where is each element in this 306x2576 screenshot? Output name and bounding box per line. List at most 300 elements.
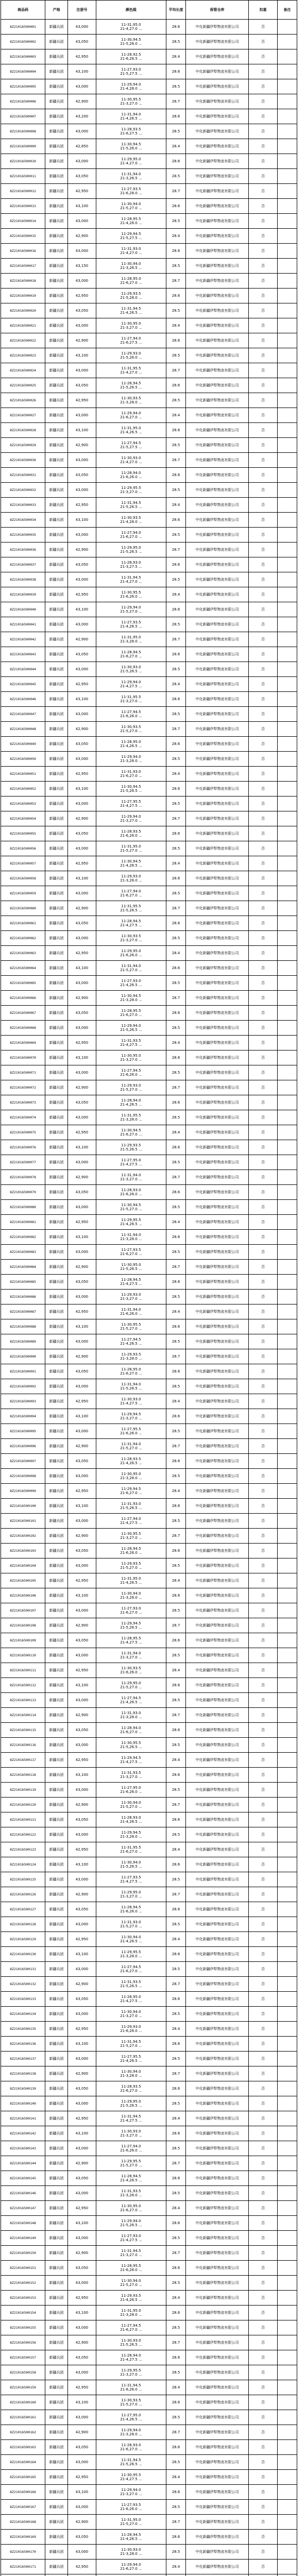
table-cell: 8Z21016500111 xyxy=(1,1663,45,1678)
table-cell xyxy=(278,1021,297,1036)
table-cell: 42,900 xyxy=(68,2066,96,2081)
table-cell: 43,100 xyxy=(68,199,96,214)
table-cell xyxy=(278,289,297,303)
table-cell xyxy=(278,1678,297,1693)
table-cell: 中化新疆伊犁物流有限公司 xyxy=(186,1678,249,1693)
table-cell: 11-31,94.5 21-5,26.5 ... xyxy=(96,2455,166,2470)
table-cell: 中化新疆伊犁物流有限公司 xyxy=(186,767,249,782)
table-row xyxy=(1,393,297,408)
table-cell: 否 xyxy=(249,1215,278,1230)
table-cell: 否 xyxy=(249,2545,278,2560)
table-cell: 中化新疆伊犁物流有限公司 xyxy=(186,2365,249,2380)
table-row xyxy=(1,2500,297,2515)
table-cell xyxy=(278,1349,297,1364)
table-cell xyxy=(278,378,297,393)
table-cell: 28.6 xyxy=(166,871,186,886)
table-cell: 8Z21016500078 xyxy=(1,1170,45,1185)
table-row xyxy=(1,1588,297,1603)
table-cell: 中化新疆伊犁物流有限公司 xyxy=(186,1170,249,1185)
table-cell: 新疆兵团 xyxy=(45,124,68,139)
table-cell: 11-27,94.5 21-4,26.5 ... xyxy=(96,1334,166,1349)
table-cell: 42,900 xyxy=(68,543,96,557)
table-cell: 43,100 xyxy=(68,423,96,438)
table-cell: 42,900 xyxy=(68,1439,96,1454)
table-cell: 43,000 xyxy=(68,1245,96,1260)
table-cell: 43,200 xyxy=(68,109,96,124)
table-row xyxy=(1,483,297,498)
table-cell: 否 xyxy=(249,2111,278,2126)
table-cell xyxy=(278,1902,297,1917)
table-cell: 中化新疆伊犁物流有限公司 xyxy=(186,109,249,124)
table-cell: 42,950 xyxy=(68,2201,96,2216)
table-cell: 8Z21016500057 xyxy=(1,856,45,871)
table-row xyxy=(1,1544,297,1558)
table-cell: 否 xyxy=(249,1932,278,1947)
table-cell: 中化新疆伊犁物流有限公司 xyxy=(186,1021,249,1036)
table-cell: 否 xyxy=(249,572,278,587)
table-cell xyxy=(278,2276,297,2291)
table-cell: 11-30,95.5 21-3,27.0 ... xyxy=(96,1529,166,1544)
table-cell: 28.6 xyxy=(166,378,186,393)
table-cell: 11-27,93.0 21-5,27.5 ... xyxy=(96,64,166,79)
table-cell: 否 xyxy=(249,2081,278,2096)
table-row xyxy=(1,737,297,752)
table-cell: 28.7 xyxy=(166,2515,186,2530)
table-cell: 28.5 xyxy=(166,2141,186,2156)
table-cell: 否 xyxy=(249,1304,278,1319)
table-cell: 否 xyxy=(249,2037,278,2052)
table-row xyxy=(1,1036,297,1050)
table-cell: 43,000 xyxy=(68,1469,96,1484)
table-cell: 否 xyxy=(249,931,278,946)
table-cell: 否 xyxy=(249,244,278,259)
table-cell: 中化新疆伊犁物流有限公司 xyxy=(186,587,249,602)
table-cell: 新疆兵团 xyxy=(45,856,68,871)
header-cell: 扣重 xyxy=(249,1,278,20)
table-cell: 否 xyxy=(249,2246,278,2261)
table-cell: 28.6 xyxy=(166,1140,186,1155)
table-cell: 中化新疆伊犁物流有限公司 xyxy=(186,423,249,438)
table-cell: 否 xyxy=(249,811,278,826)
table-cell: 28.5 xyxy=(166,1379,186,1394)
table-cell: 8Z21016500058 xyxy=(1,871,45,886)
table-cell: 8Z21016500171 xyxy=(1,2560,45,2574)
table-cell: 中化新疆伊犁物流有限公司 xyxy=(186,1140,249,1155)
table-cell: 43,000 xyxy=(68,2545,96,2560)
table-cell: 新疆兵团 xyxy=(45,1349,68,1364)
table-row xyxy=(1,1902,297,1917)
table-cell: 11-28,94.0 21-4,26.5 ... xyxy=(96,1095,166,1110)
table-cell: 28.4 xyxy=(166,1663,186,1678)
table-cell: 新疆兵团 xyxy=(45,991,68,1006)
table-cell: 43,000 xyxy=(68,2500,96,2515)
table-cell: 新疆兵团 xyxy=(45,438,68,453)
table-cell: 43,000 xyxy=(68,2052,96,2066)
table-cell: 否 xyxy=(249,826,278,841)
table-cell: 中化新疆伊犁物流有限公司 xyxy=(186,1962,249,1977)
table-cell: 28.5 xyxy=(166,1424,186,1439)
table-cell: 中化新疆伊犁物流有限公司 xyxy=(186,363,249,378)
table-cell: 28.4 xyxy=(166,2560,186,2574)
table-cell: 43,050 xyxy=(68,2081,96,2096)
table-cell: 28.6 xyxy=(166,1678,186,1693)
table-cell xyxy=(278,2574,297,2576)
table-row xyxy=(1,1140,297,1155)
table-cell: 否 xyxy=(249,856,278,871)
table-cell: 11-30,94.0 21-5,27.0 ... xyxy=(96,1798,166,1812)
table-row xyxy=(1,1080,297,1095)
table-cell: 新疆兵团 xyxy=(45,752,68,767)
table-cell: 新疆兵团 xyxy=(45,707,68,722)
table-cell: 否 xyxy=(249,438,278,453)
table-cell: 43,100 xyxy=(68,1857,96,1872)
table-cell: 否 xyxy=(249,1170,278,1185)
table-cell xyxy=(278,438,297,453)
table-cell: 28.6 xyxy=(166,468,186,483)
table-cell: 否 xyxy=(249,1065,278,1080)
table-cell xyxy=(278,1095,297,1110)
table-cell: 8Z21016500035 xyxy=(1,528,45,543)
table-cell: 8Z21016500020 xyxy=(1,303,45,318)
table-cell: 8Z21016500075 xyxy=(1,1125,45,1140)
table-cell: 28.6 xyxy=(166,826,186,841)
table-cell xyxy=(278,333,297,348)
table-row xyxy=(1,1230,297,1245)
table-cell: 中化新疆伊犁物流有限公司 xyxy=(186,2126,249,2141)
table-cell: 28.5 xyxy=(166,1290,186,1304)
table-cell: 8Z21016500154 xyxy=(1,2306,45,2320)
table-cell: 28.6 xyxy=(166,2395,186,2410)
table-cell: 28.4 xyxy=(166,229,186,244)
table-row xyxy=(1,2081,297,2096)
table-cell: 新疆兵团 xyxy=(45,1409,68,1424)
table-cell xyxy=(278,1887,297,1902)
table-cell: 42,950 xyxy=(68,767,96,782)
table-cell: 新疆兵团 xyxy=(45,1334,68,1349)
table-cell: 新疆兵团 xyxy=(45,2545,68,2560)
table-cell: 11-30,94.5 21-5,26.5 ... xyxy=(96,782,166,796)
table-cell: 42,900 xyxy=(68,2425,96,2440)
table-cell: 11-31,95.0 21-5,27.0 ... xyxy=(96,841,166,856)
table-cell: 否 xyxy=(249,1245,278,1260)
table-cell xyxy=(278,1827,297,1842)
table-row xyxy=(1,2246,297,2261)
table-cell: 中化新疆伊犁物流有限公司 xyxy=(186,303,249,318)
table-cell: 28.5 xyxy=(166,976,186,991)
table-row xyxy=(1,1857,297,1872)
table-cell: 28.7 xyxy=(166,1529,186,1544)
table-row xyxy=(1,1409,297,1424)
table-cell: 11-31,93.5 21-3,28.0 ... xyxy=(96,2186,166,2201)
table-cell: 否 xyxy=(249,2560,278,2574)
table-cell: 43,100 xyxy=(68,2126,96,2141)
table-cell: 中化新疆伊犁物流有限公司 xyxy=(186,2320,249,2335)
table-cell: 28.5 xyxy=(166,707,186,722)
table-row xyxy=(1,2156,297,2171)
table-cell: 28.5 xyxy=(166,1872,186,1887)
table-row xyxy=(1,1499,297,1514)
table-row xyxy=(1,1738,297,1753)
table-cell: 11-31,95.0 21-4,26.5 ... xyxy=(96,1573,166,1588)
table-cell: 11-31,94.0 21-5,27.0 ... xyxy=(96,1439,166,1454)
table-cell: 新疆兵团 xyxy=(45,1454,68,1469)
table-cell: 42,900 xyxy=(68,1618,96,1633)
table-row xyxy=(1,811,297,826)
table-cell: 中化新疆伊犁物流有限公司 xyxy=(186,1663,249,1678)
table-cell: 42,900 xyxy=(68,2335,96,2350)
table-cell: 28.6 xyxy=(166,1185,186,1200)
table-row xyxy=(1,1379,297,1394)
table-cell: 新疆兵团 xyxy=(45,1080,68,1095)
table-cell: 28.7 xyxy=(166,94,186,109)
table-cell: 11-30,94.0 21-3,28.0 ... xyxy=(96,1588,166,1603)
table-cell: 新疆兵团 xyxy=(45,2096,68,2111)
table-cell: 8Z21016500136 xyxy=(1,2037,45,2052)
table-cell: 中化新疆伊犁物流有限公司 xyxy=(186,1125,249,1140)
table-cell: 28.7 xyxy=(166,184,186,199)
table-cell xyxy=(278,229,297,244)
table-cell: 28.6 xyxy=(166,1499,186,1514)
table-cell: 新疆兵团 xyxy=(45,2216,68,2231)
table-cell: 中化新疆伊犁物流有限公司 xyxy=(186,2440,249,2455)
table-cell: 28.5 xyxy=(166,2410,186,2425)
table-cell xyxy=(278,1499,297,1514)
table-cell: 8Z21016500117 xyxy=(1,1753,45,1768)
table-cell xyxy=(278,1304,297,1319)
table-cell: 否 xyxy=(249,946,278,961)
table-cell: 42,850 xyxy=(68,139,96,154)
table-cell: 11-30,94.0 21-5,27.0 ... xyxy=(96,2276,166,2291)
table-cell: 43,100 xyxy=(68,1050,96,1065)
table-cell: 11-30,94.0 21-4,26.5 ... xyxy=(96,1932,166,1947)
table-cell: 中化新疆伊犁物流有限公司 xyxy=(186,1155,249,1170)
table-cell: 43,050 xyxy=(68,557,96,572)
table-cell: 11-30,93.0 21-3,27.0 ... xyxy=(96,2126,166,2141)
table-row xyxy=(1,841,297,856)
table-cell: 8Z21016500164 xyxy=(1,2455,45,2470)
table-cell: 新疆兵团 xyxy=(45,841,68,856)
table-cell: 28.6 xyxy=(166,1544,186,1558)
table-cell xyxy=(278,109,297,124)
table-row xyxy=(1,1887,297,1902)
table-cell: 11-27,94.0 21-4,27.5 ... xyxy=(96,1514,166,1529)
table-cell: 28.5 xyxy=(166,2455,186,2470)
table-cell: 否 xyxy=(249,229,278,244)
table-cell: 否 xyxy=(249,378,278,393)
table-cell: 11-27,94.5 21-4,26.5 ... xyxy=(96,1693,166,1708)
table-row xyxy=(1,1618,297,1633)
table-cell xyxy=(278,1050,297,1065)
table-cell: 11-27,93.5 21-6,28.0 ... xyxy=(96,184,166,199)
table-cell: 8Z21016500119 xyxy=(1,1783,45,1798)
table-cell: 新疆兵团 xyxy=(45,1185,68,1200)
table-cell: 新疆兵团 xyxy=(45,259,68,274)
table-row xyxy=(1,1006,297,1021)
table-cell: 新疆兵团 xyxy=(45,468,68,483)
table-cell: 中化新疆伊犁物流有限公司 xyxy=(186,1110,249,1125)
table-cell: 否 xyxy=(249,1693,278,1708)
table-cell: 中化新疆伊犁物流有限公司 xyxy=(186,468,249,483)
table-cell: 中化新疆伊犁物流有限公司 xyxy=(186,1290,249,1304)
table-cell: 中化新疆伊犁物流有限公司 xyxy=(186,2425,249,2440)
table-cell: 新疆兵团 xyxy=(45,408,68,423)
table-row xyxy=(1,2440,297,2455)
table-cell: 中化新疆伊犁物流有限公司 xyxy=(186,2231,249,2246)
table-cell: 11-31,95.0 21-4,27.0 ... xyxy=(96,20,166,35)
table-cell: 新疆兵团 xyxy=(45,1633,68,1648)
table-cell: 否 xyxy=(249,214,278,229)
table-cell: 8Z21016500108 xyxy=(1,1618,45,1633)
table-cell: 中化新疆伊犁物流有限公司 xyxy=(186,408,249,423)
table-cell: 28.5 xyxy=(166,1827,186,1842)
table-cell: 8Z21016500010 xyxy=(1,154,45,169)
table-cell: 28.6 xyxy=(166,2216,186,2231)
table-cell xyxy=(278,2037,297,2052)
table-cell: 28.4 xyxy=(166,677,186,692)
table-row xyxy=(1,528,297,543)
table-cell: 8Z21016500148 xyxy=(1,2216,45,2231)
table-cell: 否 xyxy=(249,1753,278,1768)
table-cell: 28.6 xyxy=(166,154,186,169)
table-cell: 8Z21016500104 xyxy=(1,1558,45,1573)
table-cell: 11-27,94.0 21-6,27.0 ... xyxy=(96,886,166,901)
table-cell: 42,900 xyxy=(68,901,96,916)
table-cell: 中化新疆伊犁物流有限公司 xyxy=(186,1095,249,1110)
table-cell xyxy=(278,1648,297,1663)
table-cell: 42,950 xyxy=(68,587,96,602)
table-cell: 8Z21016500151 xyxy=(1,2261,45,2276)
table-cell: 否 xyxy=(249,1514,278,1529)
table-row xyxy=(1,438,297,453)
table-cell: 8Z21016500107 xyxy=(1,1603,45,1618)
table-cell: 42,900 xyxy=(68,991,96,1006)
table-cell: 11-29,95.0 21-5,26.5 ... xyxy=(96,543,166,557)
table-cell: 11-30,95.5 21-6,26.0 ... xyxy=(96,587,166,602)
table-cell xyxy=(278,1558,297,1573)
table-cell: 中化新疆伊犁物流有限公司 xyxy=(186,572,249,587)
table-cell: 中化新疆伊犁物流有限公司 xyxy=(186,1977,249,1992)
table-cell: 43,000 xyxy=(68,1290,96,1304)
table-cell: 否 xyxy=(249,184,278,199)
table-cell: 11-27,95.5 21-4,26.5 ... xyxy=(96,2052,166,2066)
table-cell: 11-30,93.0 21-4,27.5 ... xyxy=(96,1394,166,1409)
table-row xyxy=(1,1678,297,1693)
table-cell: 11-28,93.0 21-3,27.5 ... xyxy=(96,557,166,572)
table-cell: 43,000 xyxy=(68,1693,96,1708)
table-cell: 新疆兵团 xyxy=(45,1708,68,1723)
table-cell: 28.4 xyxy=(166,318,186,333)
table-cell xyxy=(278,1185,297,1200)
table-cell: 否 xyxy=(249,1783,278,1798)
table-cell: 中化新疆伊犁物流有限公司 xyxy=(186,2141,249,2156)
table-cell xyxy=(278,1334,297,1349)
table-cell: 新疆兵团 xyxy=(45,1230,68,1245)
table-cell: 8Z21016500082 xyxy=(1,1230,45,1245)
header-cell: 产地 xyxy=(45,1,68,20)
table-cell: 11-29,94.0 21-3,28.0 ... xyxy=(96,2425,166,2440)
table-cell: 43,000 xyxy=(68,662,96,677)
table-cell: 中化新疆伊犁物流有限公司 xyxy=(186,901,249,916)
table-cell: 否 xyxy=(249,2261,278,2276)
table-cell xyxy=(278,2231,297,2246)
table-cell: 28.6 xyxy=(166,1095,186,1110)
table-cell: 中化新疆伊犁物流有限公司 xyxy=(186,2350,249,2365)
table-cell: 否 xyxy=(249,483,278,498)
table-cell: 否 xyxy=(249,498,278,513)
table-cell: 8Z21016500060 xyxy=(1,901,45,916)
table-cell: 8Z21016500093 xyxy=(1,1394,45,1409)
table-cell: 否 xyxy=(249,1857,278,1872)
table-cell: 否 xyxy=(249,737,278,752)
table-cell: 43,000 xyxy=(68,79,96,94)
table-cell: 8Z21016500076 xyxy=(1,1140,45,1155)
table-cell: 11-29,95.5 21-3,28.0 ... xyxy=(96,1947,166,1962)
table-cell: 11-30,95.0 21-3,27.0 ... xyxy=(96,318,166,333)
table-cell: 28.4 xyxy=(166,49,186,64)
table-cell: 否 xyxy=(249,2335,278,2350)
table-cell: 11-31,93.5 21-5,26.5 ... xyxy=(96,1977,166,1992)
table-cell: 28.7 xyxy=(166,2246,186,2261)
table-cell: 否 xyxy=(249,1902,278,1917)
table-cell xyxy=(278,2485,297,2500)
table-cell: 42,900 xyxy=(68,2515,96,2530)
table-cell: 11-28,95.0 21-4,27.5 ... xyxy=(96,1992,166,2007)
table-cell: 42,900 xyxy=(68,1170,96,1185)
table-row xyxy=(1,1290,297,1304)
table-cell: 8Z21016500158 xyxy=(1,2365,45,2380)
table-row xyxy=(1,2186,297,2201)
table-cell: 28.6 xyxy=(166,961,186,976)
table-cell: 28.5 xyxy=(166,662,186,677)
table-cell: 中化新疆伊犁物流有限公司 xyxy=(186,94,249,109)
table-cell: 28.5 xyxy=(166,2276,186,2291)
table-cell: 28.6 xyxy=(166,1230,186,1245)
table-cell xyxy=(278,1260,297,1275)
table-cell xyxy=(278,916,297,931)
table-cell: 新疆兵团 xyxy=(45,154,68,169)
table-cell: 新疆兵团 xyxy=(45,1812,68,1827)
table-cell: 否 xyxy=(249,64,278,79)
table-cell: 8Z21016500030 xyxy=(1,453,45,468)
table-cell: 否 xyxy=(249,2306,278,2320)
table-row xyxy=(1,1200,297,1215)
table-cell: 11-28,93.0 21-4,26.5 ... xyxy=(96,1812,166,1827)
table-cell: 11-31,95.0 21-5,27.0 ... xyxy=(96,2515,166,2530)
table-cell: 否 xyxy=(249,886,278,901)
table-cell xyxy=(278,587,297,602)
table-cell: 否 xyxy=(249,1439,278,1454)
table-cell: 43,100 xyxy=(68,1230,96,1245)
table-cell: 11-28,94.0 21-6,27.0 ... xyxy=(96,1723,166,1738)
table-row xyxy=(1,961,297,976)
table-cell: 8Z21016500007 xyxy=(1,109,45,124)
table-cell: 8Z21016500143 xyxy=(1,2141,45,2156)
table-cell: 否 xyxy=(249,423,278,438)
table-cell: 新疆兵团 xyxy=(45,2395,68,2410)
table-cell: 新疆兵团 xyxy=(45,767,68,782)
table-cell: 8Z21016500061 xyxy=(1,916,45,931)
table-row xyxy=(1,169,297,184)
table-cell: 中化新疆伊犁物流有限公司 xyxy=(186,1932,249,1947)
table-cell: 8Z21016500109 xyxy=(1,1633,45,1648)
table-cell: 11-29,93.5 21-3,28.0 ... xyxy=(96,1349,166,1364)
table-cell: 否 xyxy=(249,1036,278,1050)
table-cell: 否 xyxy=(249,1394,278,1409)
table-cell: 新疆兵团 xyxy=(45,1379,68,1394)
table-cell: 43,050 xyxy=(68,2261,96,2276)
table-cell: 28.6 xyxy=(166,557,186,572)
table-cell: 否 xyxy=(249,782,278,796)
